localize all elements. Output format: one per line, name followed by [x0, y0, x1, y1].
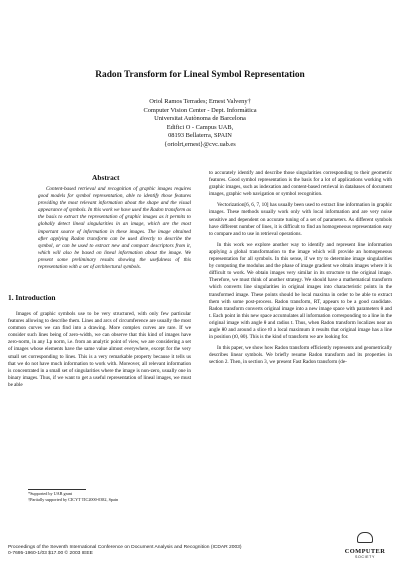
page-footer: [8, 545, 242, 557]
logo-line-1: COMPUTER: [344, 548, 386, 555]
footnote-1: *Supported by UAB grant: [28, 491, 73, 496]
affiliation-university: Universitat Autònoma de Barcelona: [154, 115, 246, 122]
intro-paragraph-5: In this paper, we show how Radon transform efficiently represents and geometrically describes linear symbols. We briefly resume Radon transform and its properties in section 2. Then, in section 3, we present Fast Radon transform (de-: [209, 345, 392, 366]
footnotes: [28, 491, 188, 503]
abstract-body: [38, 186, 191, 271]
intro-paragraph-3: Vectorization[6, 6, 7, 10] has usually been used to extract line information in graphic images. These methods usually work only with local information and are very noise sensitive and dependent on accurate tuning of a set of parameters. As different symbols have different number of lines, it is difficult to find an homogeneous representation easy to compare and to use in retrieval operations.: [209, 202, 392, 237]
abstract-heading: Abstract: [92, 173, 120, 182]
logo-line-2: SOCIETY: [355, 555, 375, 559]
paper-title: Radon Transform for Lineal Symbol Representation: [95, 70, 305, 80]
intro-paragraph-1: Images of graphic symbols use to be very structured, with only few particular features allowing to describe them. Lines and arcs of circumference are usually the most common curves we can find into a drawing. More complex curves are rare. If we consider such lines being of zero-width, we can observe that this kind of images have zero-norm, in any Lp norm, i.e. from an analytic point of view, we are considering a set of images whose elements have the same value almost everywhere, except for the very small set corresponding to lines. This is a very remarkable property because it tells us that we do not have much information to work with. Moreover, all relevant information is concentrated in a small set of singularities where the image is non-zero, usually one in binary images. Thus, if we want to get a useful representation of lineal images, we must be able: [8, 311, 191, 388]
proceedings-line: Proceedings of the Seventh International Conference on Document Analysis and Recognition (ICDAR 2003): [8, 545, 242, 550]
abstract-paragraph: Content-based retrieval and recognition of graphic images requires good models for symbol representation, able to identify those features providing the most relevant information about the shape and the visual appearance of symbols. In this work we have used the Radon transform as the basis to extract the representation of graphic images as it permits to globally detect lineal singularities in an image, which are the most important source of information in these images. The image obtained after applying Radon transform can be used directly to describe the symbol, or can be used to extract new and compact descriptors from it, which will also be based on lineal information about the image. We present some preliminary results showing the usefulness of this representation with a set of architectural symbols.: [38, 186, 191, 271]
footnote-2: †Partially supported by CICYT TIC2000-0382, Spain: [28, 496, 119, 502]
intro-paragraph-2: to accurately identify and describe those singularities corresponding to their geometric features. Good symbol representation is the basis for a lot of applications working with graphic images, such as indexation and content-based retrieval in databases of document images, graphic web navigation or symbol recognition.: [209, 170, 392, 198]
copyright-line: 0-7695-1960-1/03 $17.00 © 2003 IEEE: [8, 551, 93, 556]
intro-paragraph-4: In this work we explore another way to identify and represent line information applying a global transformation to the image which will provide an homogeneous representation for all symbols. In this sense, if we try to determine image singularities by computing the modulus and the phase of image gradient we obtain images where it is difficult to work. We obtain images very similar in its structure to the original image. Therefore, we must think of another strategy. We should have a mathematical transform which converts line singularities in original images into characteristic points in the transformed image. These points should be local maxima in order to be able to extract them with some post-process. Radon transform, RT, appears to be a good candidate. Radon transform converts original image into a new image space with parameters θ and t. Each point in this new space accumulates all information corresponding to a line in the original image with angle θ and radius t. Thus, when Radon transform localizes near an angle θ0 and around a slice t0 a local maximum it results that original image has a line in position (t0, θ0). This is the kind of transform we are looking for.: [209, 241, 392, 341]
authors-line: Oriol Ramos Terrades; Ernest Valveny†: [149, 98, 251, 105]
computer-society-logo: [340, 530, 390, 562]
seal-icon: [357, 532, 373, 543]
introduction-left-column: [8, 311, 191, 389]
author-emails: {oriolrt,ernest}@cvc.uab.es: [164, 140, 236, 148]
footnote-rule: [28, 489, 86, 490]
author-block: [0, 98, 400, 149]
affiliation-building: Edifici O - Campus UAB,: [166, 123, 234, 131]
affiliation-city: 08193 Bellaterra, SPAIN: [168, 132, 232, 139]
affiliation-dept: Computer Vision Center - Dept. Informàtica: [143, 106, 257, 114]
introduction-heading: 1. Introduction: [8, 293, 56, 302]
introduction-right-column: [209, 170, 392, 366]
